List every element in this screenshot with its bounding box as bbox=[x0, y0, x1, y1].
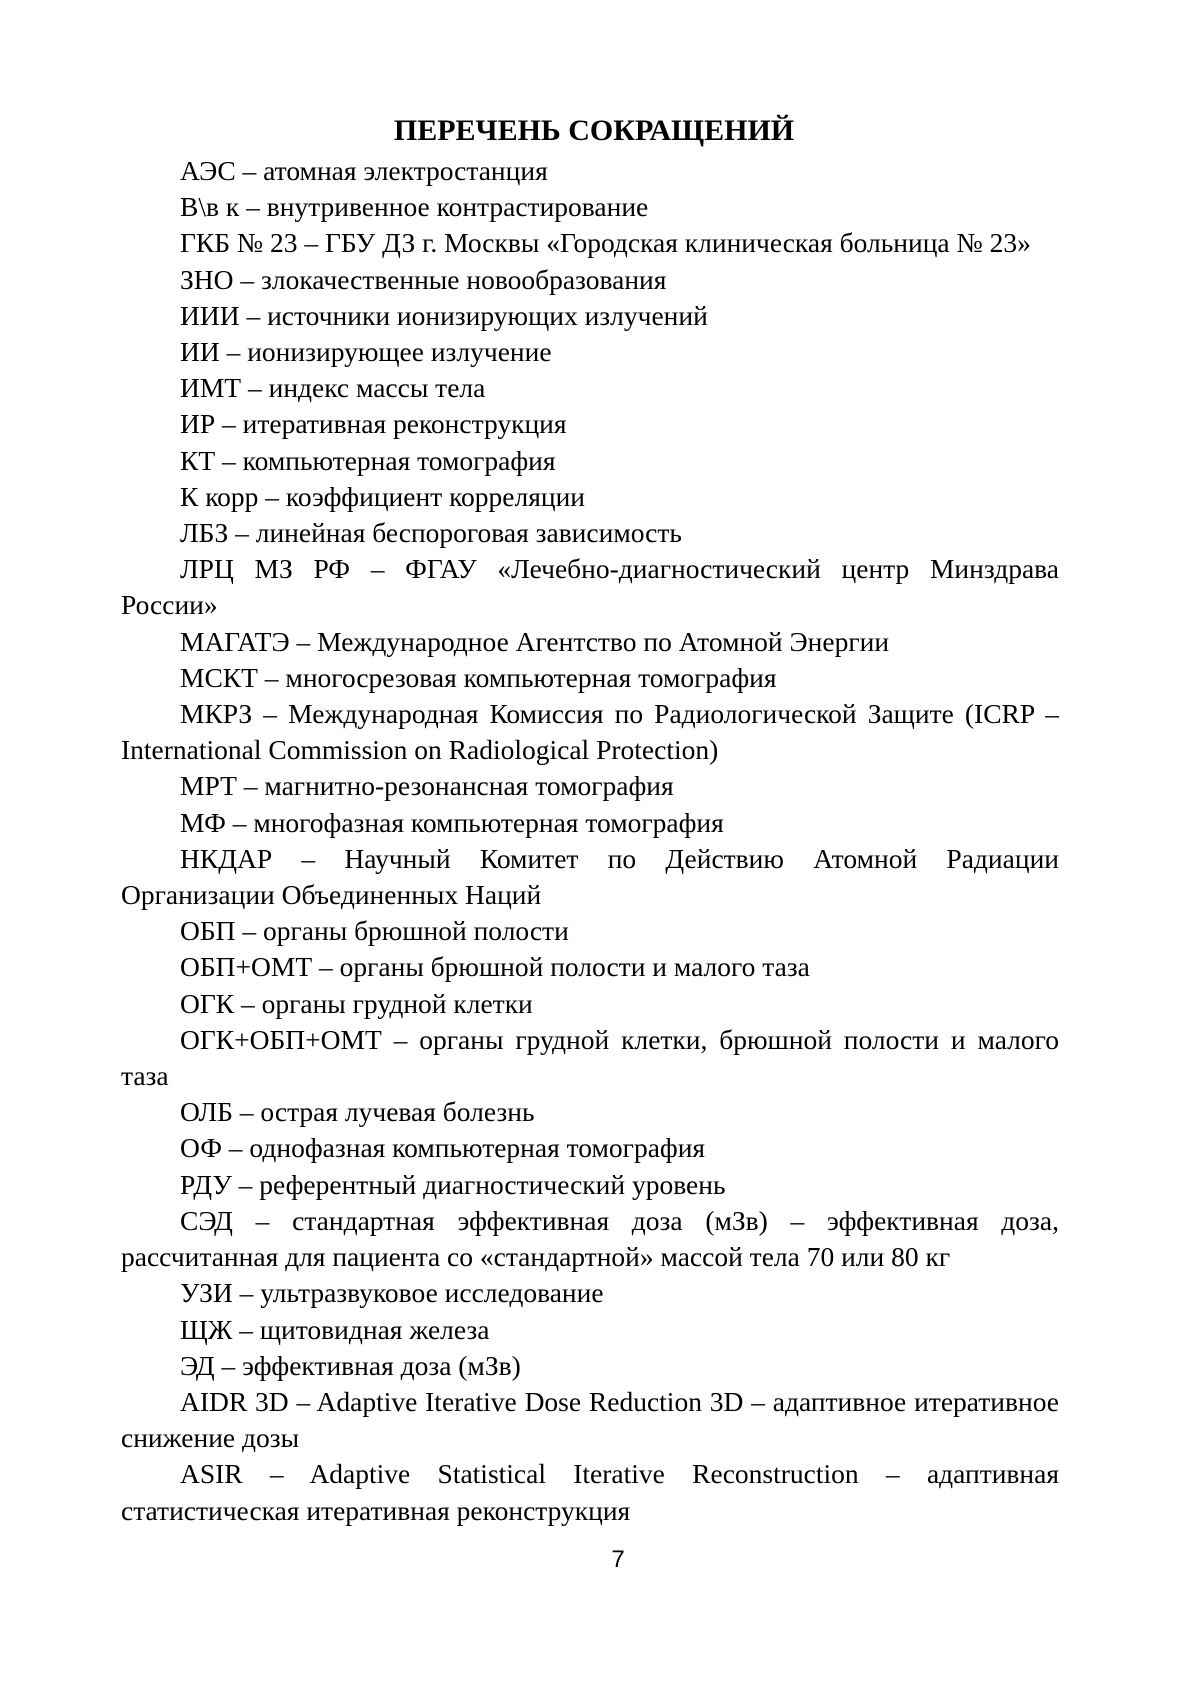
abbreviation-entry: ОГК+ОБП+ОМТ – органы грудной клетки, брюшной полости и малого таза bbox=[121, 1023, 1059, 1092]
abbreviation-entry: ЛБЗ – линейная беспороговая зависимость bbox=[180, 517, 682, 549]
abbreviation-entry: ИР – итеративная реконструкция bbox=[180, 408, 567, 440]
abbreviation-entry: AIDR 3D – Adaptive Iterative Dose Reduction 3D – адаптивное итеративное снижение дозы bbox=[121, 1385, 1059, 1454]
abbreviation-entry: ОГК – органы грудной клетки bbox=[180, 987, 533, 1019]
abbreviation-entry: К корр – коэффициент корреляции bbox=[180, 480, 586, 512]
abbreviation-entry: АЭС – атомная электростанция bbox=[180, 155, 548, 186]
abbreviation-entry: ЗНО – злокачественные новообразования bbox=[180, 263, 667, 295]
abbreviation-entry: ASIR – Adaptive Statistical Iterative Reconstruction – адаптивная статистическая итеративная реконструкция bbox=[121, 1458, 1059, 1526]
abbreviation-entry: ГКБ № 23 – ГБУ ДЗ г. Москвы «Городская клиническая больница № 23» bbox=[180, 227, 1031, 259]
abbreviation-entry: МАГАТЭ – Международное Агентство по Атомной Энергии bbox=[180, 625, 890, 657]
abbreviation-entry: ИИ – ионизирующее излучение bbox=[180, 336, 552, 368]
abbreviation-entry: ОБП – органы брюшной полости bbox=[180, 915, 569, 947]
abbreviation-entry: МКРЗ – Международная Комиссия по Радиологической Защите (ICRP – International Commission on Radiological Protection) bbox=[121, 698, 1059, 766]
abbreviation-entry: ОБП+ОМТ – органы брюшной полости и малого таза bbox=[180, 951, 810, 983]
abbreviation-list bbox=[121, 153, 1059, 1529]
abbreviation-entry: ОЛБ – острая лучевая болезнь bbox=[180, 1096, 535, 1128]
abbreviation-entry: МСКТ – многосрезовая компьютерная томография bbox=[180, 661, 777, 693]
abbreviation-entry: СЭД – стандартная эффективная доза (мЗв) – эффективная доза, рассчитанная для пациента со «стандартной» массой тела 70 или 80 кг bbox=[121, 1204, 1059, 1273]
abbreviation-entry: РДУ – референтный диагностический уровень bbox=[180, 1168, 726, 1200]
abbreviation-entry: НКДАР – Научный Комитет по Действию Атомной Радиации Организации Объединенных Наций bbox=[121, 842, 1059, 911]
abbreviation-entry: ИМТ – индекс массы тела bbox=[180, 372, 486, 404]
abbreviation-entry: ЛРЦ МЗ РФ – ФГАУ «Лечебно-диагностический центр Минздрава России» bbox=[121, 553, 1059, 621]
page-title: ПЕРЕЧЕНЬ СОКРАЩЕНИЙ bbox=[393, 114, 795, 147]
abbreviation-entry: КТ – компьютерная томография bbox=[180, 444, 556, 476]
abbreviation-entry: УЗИ – ультразвуковое исследование bbox=[180, 1277, 604, 1309]
abbreviation-entry: ЩЖ – щитовидная железа bbox=[180, 1313, 490, 1345]
abbreviation-entry: ОФ – однофазная компьютерная томография bbox=[180, 1132, 706, 1164]
abbreviation-entry: МФ – многофазная компьютерная томография bbox=[180, 806, 724, 838]
abbreviation-entry: ЭД – эффективная доза (мЗв) bbox=[180, 1349, 521, 1381]
abbreviation-entry: МРТ – магнитно-резонансная томография bbox=[180, 770, 674, 802]
abbreviation-entry: ИИИ – источники ионизирующих излучений bbox=[180, 299, 708, 331]
page-number: 7 bbox=[611, 1546, 625, 1573]
abbreviation-entry: В\в к – внутривенное контрастирование bbox=[180, 191, 649, 223]
